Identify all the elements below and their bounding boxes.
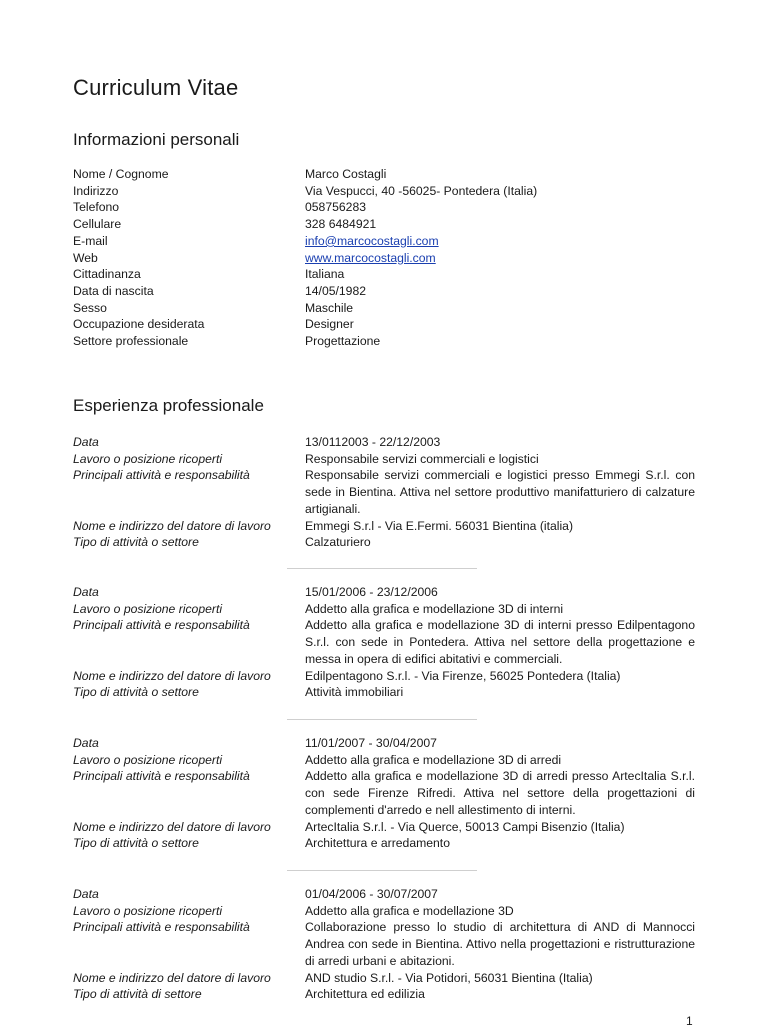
value: 328 6484921 — [305, 217, 377, 232]
job-entry — [73, 434, 695, 551]
job-sector: Attività immobiliari — [305, 685, 404, 700]
value: Designer — [305, 317, 354, 332]
job-position: Addetto alla grafica e modellazione 3D di arredi — [305, 752, 562, 767]
personal-row-web — [73, 250, 693, 267]
personal-row-occupation — [73, 316, 693, 333]
job-sector: Architettura e arredamento — [305, 836, 450, 851]
job-position: Responsabile servizi commerciali e logistici — [305, 451, 539, 466]
job-sector: Architettura ed edilizia — [305, 987, 425, 1002]
personal-row-sector — [73, 333, 693, 350]
job-position: Addetto alla grafica e modellazione 3D di interni — [305, 601, 564, 616]
job-responsibilities: Addetto alla grafica e modellazione 3D di interni presso Edilpentagono S.r.l. con sede in Pontedera. Attiva nel settore della progettazione e messa in opera di edifici abitativi e commerciali. — [305, 618, 695, 666]
value: Maschile — [305, 300, 354, 315]
personal-row-sex — [73, 300, 693, 317]
experience-heading: Esperienza professionale — [73, 396, 264, 415]
value: Italiana — [305, 267, 345, 282]
label: Data — [73, 585, 99, 599]
label: Telefono — [73, 200, 120, 215]
job-responsibilities: Responsabile servizi commerciali e logistici presso Emmegi S.r.l. con sede in Bientina. Attiva nel settore produttivo manifatturiero di calzature artigianali. — [305, 468, 695, 516]
email-link[interactable]: info@marcocostagli.com — [305, 233, 439, 248]
personal-row-birthdate — [73, 283, 693, 300]
label: Principali attività e responsabilità — [73, 769, 250, 784]
job-position: Addetto alla grafica e modellazione 3D — [305, 903, 514, 918]
label: Data — [73, 435, 99, 449]
label: Sesso — [73, 300, 107, 315]
document-title: Curriculum Vitae — [73, 75, 239, 100]
label: Tipo di attività o settore — [73, 685, 199, 700]
label: Occupazione desiderata — [73, 317, 205, 332]
label: Tipo di attività di settore — [73, 987, 202, 1002]
job-date: 11/01/2007 - 30/04/2007 — [305, 736, 437, 750]
job-separator — [287, 870, 477, 871]
personal-row-citizenship — [73, 266, 693, 283]
label: Cellulare — [73, 217, 122, 232]
job-employer: Emmegi S.r.l - Via E.Fermi. 56031 Bientina (italia) — [305, 518, 574, 533]
value: Progettazione — [305, 334, 381, 349]
page-number: 1 — [686, 1014, 693, 1028]
personal-row-phone — [73, 199, 693, 216]
website-link[interactable]: www.marcocostagli.com — [305, 250, 436, 265]
personal-row-email — [73, 233, 693, 250]
value: Marco Costagli — [305, 167, 387, 181]
job-entry — [73, 735, 695, 852]
personal-row-mobile — [73, 216, 693, 233]
job-responsibilities: Addetto alla grafica e modellazione 3D di arredi presso ArtecItalia S.r.l. con sede Firenze Rifredi. Attiva nel settore della progettazioni di complementi d'arredo e nell allestimento di interni. — [305, 769, 695, 817]
job-date: 01/04/2006 - 30/07/2007 — [305, 887, 438, 901]
label: Lavoro o posizione ricoperti — [73, 752, 223, 767]
label: Nome e indirizzo del datore di lavoro — [73, 668, 271, 683]
job-employer: AND studio S.r.l. - Via Potidori, 56031 Bientina (Italia) — [305, 970, 593, 985]
label: E-mail — [73, 233, 108, 248]
label: Nome e indirizzo del datore di lavoro — [73, 518, 271, 533]
personal-row-name — [73, 166, 693, 183]
personal-info-heading: Informazioni personali — [73, 130, 240, 149]
job-employer: ArtecItalia S.r.l. - Via Querce, 50013 Campi Bisenzio (Italia) — [305, 819, 625, 834]
label: Lavoro o posizione ricoperti — [73, 451, 223, 466]
job-employer: Edilpentagono S.r.l. - Via Firenze, 56025 Pontedera (Italia) — [305, 668, 621, 683]
value: Via Vespucci, 40 -56025- Pontedera (Italia) — [305, 183, 538, 198]
job-date: 13/0112003 - 22/12/2003 — [305, 435, 441, 449]
label: Data — [73, 887, 99, 901]
label: Web — [73, 250, 98, 265]
label: Nome e indirizzo del datore di lavoro — [73, 970, 271, 985]
label: Lavoro o posizione ricoperti — [73, 601, 223, 616]
job-entry — [73, 584, 695, 701]
personal-info-table — [73, 166, 693, 350]
label: Principali attività e responsabilità — [73, 468, 250, 483]
job-date: 15/01/2006 - 23/12/2006 — [305, 585, 438, 599]
value: 058756283 — [305, 200, 367, 215]
label: Tipo di attività o settore — [73, 535, 199, 550]
job-sector: Calzaturiero — [305, 535, 371, 550]
job-entry — [73, 886, 695, 1003]
job-responsibilities: Collaborazione presso lo studio di architettura di AND di Mannocci Andrea con sede in Bientina. Attivo nella progettazioni e ristrutturazione di arredi urbani e abitazioni. — [305, 920, 695, 968]
label: Nome e indirizzo del datore di lavoro — [73, 819, 271, 834]
label: Indirizzo — [73, 183, 119, 198]
label: Lavoro o posizione ricoperti — [73, 903, 223, 918]
label: Data di nascita — [73, 283, 154, 298]
personal-row-address — [73, 183, 693, 200]
job-separator — [287, 568, 477, 569]
job-separator — [287, 719, 477, 720]
label: Data — [73, 736, 99, 750]
label: Principali attività e responsabilità — [73, 618, 250, 633]
value: 14/05/1982 — [305, 283, 366, 298]
label: Settore professionale — [73, 334, 189, 349]
label: Tipo di attività o settore — [73, 836, 199, 851]
label: Cittadinanza — [73, 267, 141, 282]
label: Nome / Cognome — [73, 167, 169, 181]
label: Principali attività e responsabilità — [73, 920, 250, 935]
